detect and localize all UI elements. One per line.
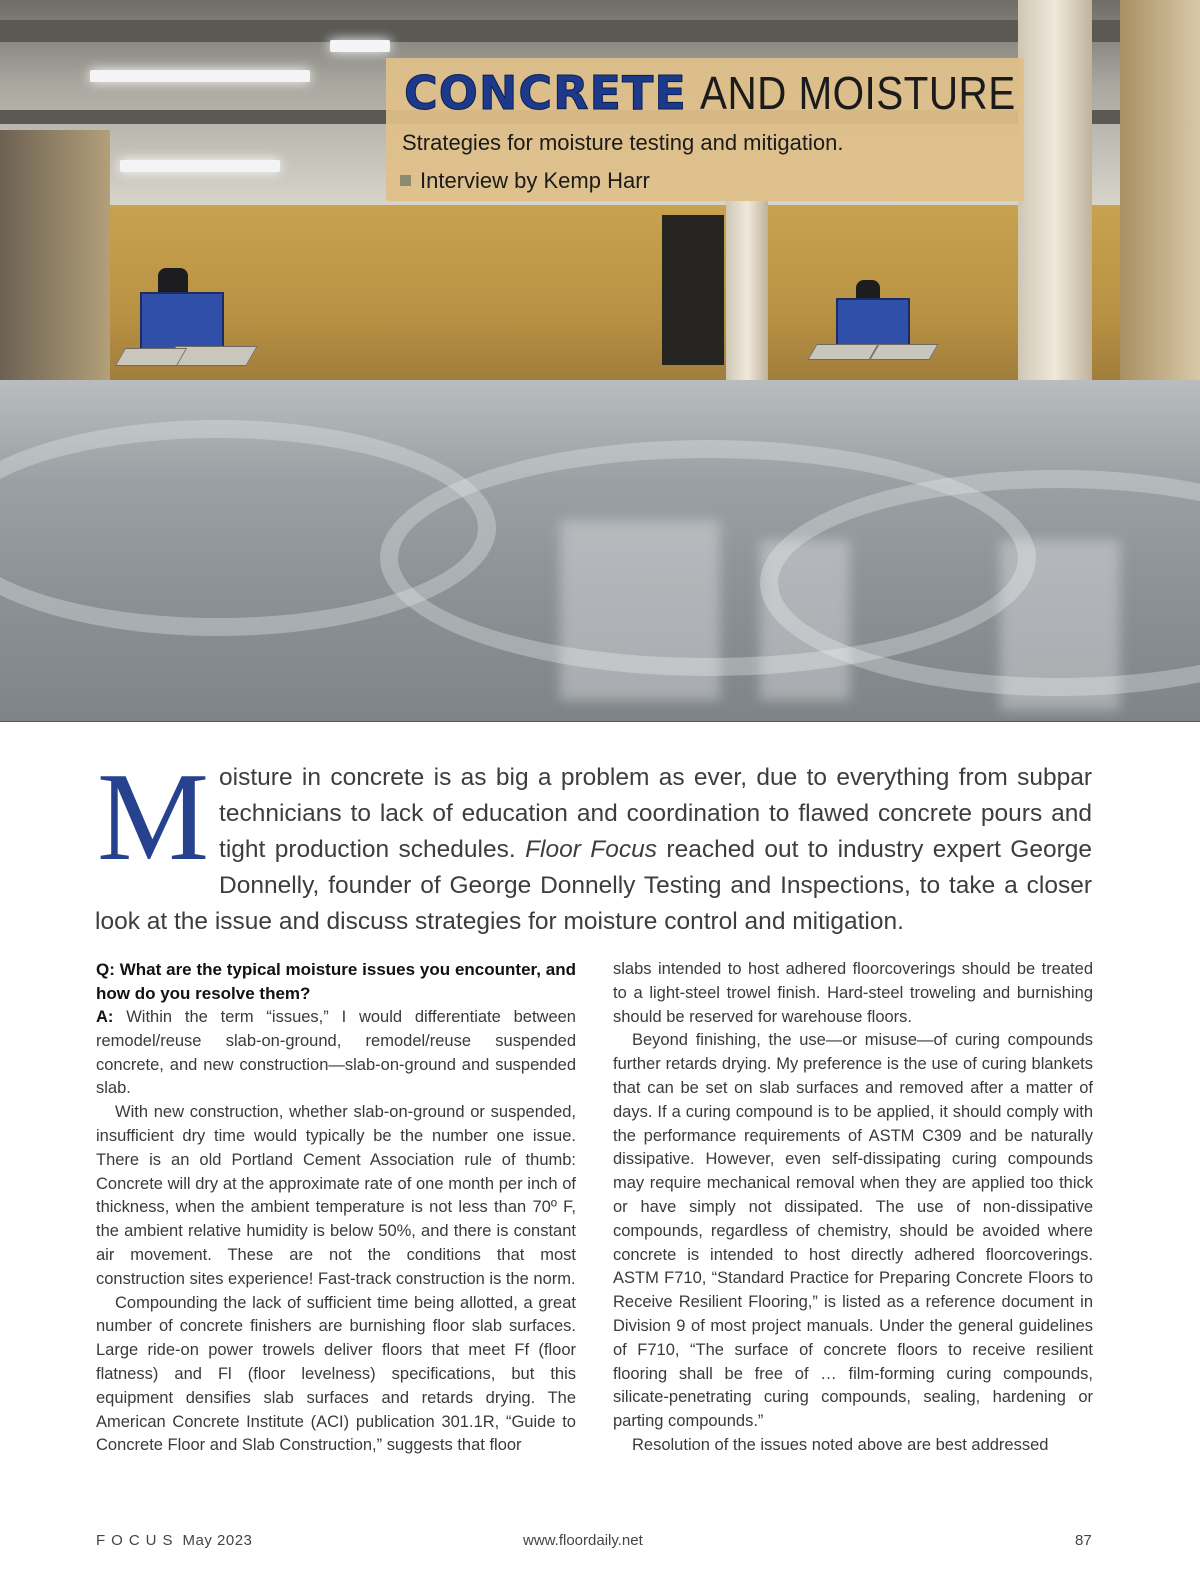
body-paragraph: With new construction, whether slab-on-ground or suspended, insufficient dry time would typically be the number one issue. There is an old Portland Cement Association rule of thumb: Concrete will dry at the approximate rate of one month per inch of thickness, when the ambient temperature is not less than 70º F, the ambient relative humidity is below 50%, and there is constant air movement. These are not the conditions that most construction sites experience! Fast-track construction is the norm. bbox=[96, 1103, 576, 1288]
article-subtitle: Strategies for moisture testing and mitigation. bbox=[402, 130, 844, 155]
floor-reflection bbox=[560, 520, 720, 700]
floor-reflection bbox=[760, 540, 850, 700]
issue-date: May 2023 bbox=[182, 1532, 253, 1549]
magazine-name: FOCUS bbox=[96, 1532, 179, 1549]
floor-reflection bbox=[1000, 540, 1120, 710]
square-bullet-icon bbox=[400, 175, 411, 186]
ceiling-light bbox=[120, 160, 280, 172]
left-column bbox=[96, 958, 576, 1458]
article-title-box bbox=[386, 58, 1024, 201]
drop-cap: M bbox=[97, 748, 210, 887]
body-paragraph: Beyond finishing, the use—or misuse—of curing compounds further retards drying. My preference is the use of curing blankets that can be set on slab surfaces and removed after a matter of days. If a curing compound is to be applied, it should comply with the performance requirements of ASTM C309 and be naturally dissipative. However, even self-dissipating curing compounds may require mechanical removal when they are applied too thick or have simply not dissipated. The use of non-dissipative compounds, regardless of chemistry, should be avoided where concrete is intended to host directly adhered floorcoverings. ASTM F710, “Standard Practice for Preparing Concrete Floors to Receive Resilient Flooring,” is listed as a reference document in Division 9 of most project manuals. Under the general guidelines of F710, “The surface of concrete floors to receive resilient flooring shall be free of … film-forming curing compounds, silicate-penetrating curing compounds, sealing, hardening or parting compounds.” bbox=[613, 1031, 1093, 1431]
byline-text: Interview by Kemp Harr bbox=[420, 168, 650, 193]
article-byline bbox=[400, 168, 650, 194]
power-trowel-left bbox=[120, 268, 270, 378]
doorway bbox=[662, 215, 724, 365]
pillar bbox=[726, 200, 768, 400]
answer-text: Within the term “issues,” I would differentiate between remodel/reuse slab-on-ground, remodel/reuse suspended concrete, and new construction—slab-on-ground and suspended slab. bbox=[96, 1008, 576, 1098]
pillar bbox=[1120, 0, 1200, 420]
body-paragraph: slabs intended to host adhered floorcoverings should be treated to a light-steel trowel finish. Hard-steel troweling and burnishing should be reserved for warehouse floors. bbox=[613, 960, 1093, 1026]
power-trowel-right bbox=[812, 280, 932, 370]
ceiling-light bbox=[90, 70, 310, 82]
intro-text-end: reached out to industry expert George Donnelly, founder of George Donnelly Testing and Inspections, to take a closer look at the issue and discuss strategies for moisture control and mitigation. bbox=[95, 836, 1092, 935]
footer-website[interactable]: www.floordaily.net bbox=[523, 1532, 643, 1549]
side-wall bbox=[0, 130, 110, 390]
answer-paragraph bbox=[96, 1006, 576, 1101]
page-number: 87 bbox=[1075, 1532, 1092, 1549]
ceiling-light bbox=[330, 40, 390, 52]
title-and-moisture: AND MOISTURE bbox=[699, 67, 1016, 119]
intro-text-start: oisture in concrete is as big a problem as ever, due to everything from subpar technicians to lack of education and coordination to flawed concrete pours and tight production schedules. bbox=[219, 764, 1092, 863]
article-title bbox=[404, 66, 1058, 120]
body-paragraph: Resolution of the issues noted above are best addressed bbox=[632, 1435, 1049, 1454]
pillar bbox=[1018, 0, 1092, 400]
right-column bbox=[613, 958, 1093, 1458]
footer-issue bbox=[96, 1532, 252, 1549]
title-concrete: CONCRETE bbox=[404, 66, 687, 120]
publication-name: Floor Focus bbox=[525, 836, 658, 863]
question: Q: What are the typical moisture issues you encounter, and how do you resolve them? bbox=[96, 960, 576, 1003]
answer-label: A: bbox=[96, 1008, 114, 1026]
intro-paragraph bbox=[95, 748, 1092, 940]
body-paragraph: Compounding the lack of sufficient time being allotted, a great number of concrete finishers are burnishing floor slab surfaces. Large ride-on power trowels deliver floors that meet Ff (floor flatness) and Fl (floor levelness) specifications, but this equipment densifies slab surfaces and retards drying. The American Concrete Institute (ACI) publication 301.1R, “Guide to Concrete Floor and Slab Construction,” suggests that floor bbox=[96, 1293, 576, 1455]
